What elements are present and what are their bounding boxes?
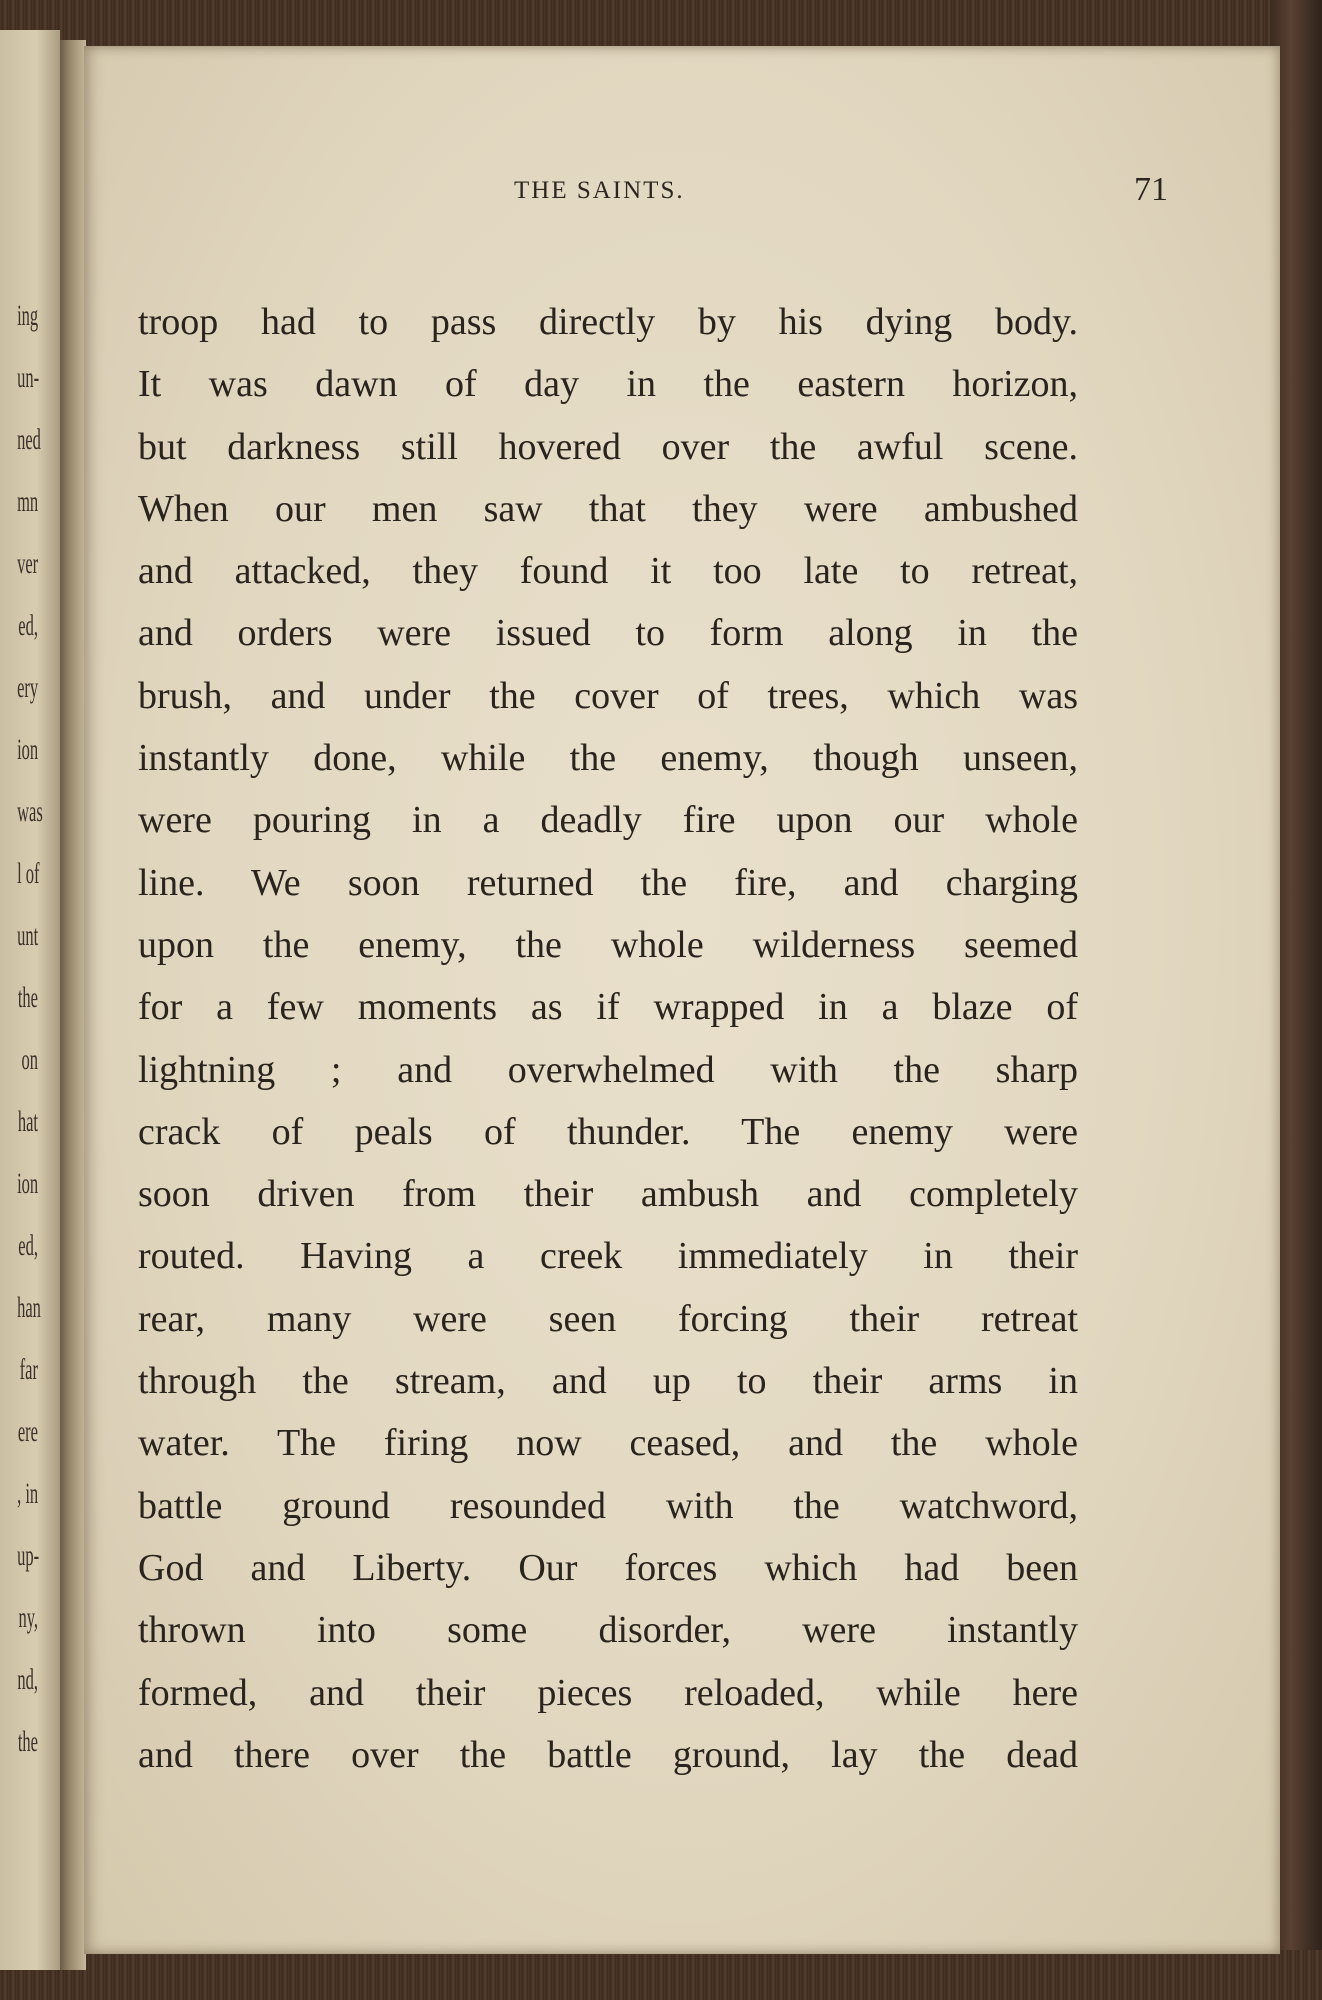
fragment-line: ny, (18, 1601, 38, 1634)
fragment-line: far (19, 1353, 38, 1386)
fragment-line: hat (17, 1105, 38, 1138)
fragment-line: was (17, 795, 43, 828)
text-line: line. We soon returned the fire, and charging (138, 861, 1078, 904)
text-line: battle ground resounded with the watchword, (138, 1484, 1078, 1527)
text-line: rear, many were seen forcing their retreat (138, 1297, 1078, 1340)
fragment-line: un- (17, 361, 40, 394)
fragment-line: , in (17, 1477, 39, 1510)
page-gutter (60, 40, 86, 1970)
fragment-line: on (21, 1043, 38, 1076)
text-line: It was dawn of day in the eastern horizon, (138, 363, 1078, 406)
text-line: thrown into some disorder, were instantly (138, 1609, 1078, 1652)
fragment-line: ver (17, 547, 39, 580)
text-line: and orders were issued to form along in the (138, 612, 1078, 655)
text-line: and there over the battle ground, lay the dead (138, 1733, 1078, 1776)
text-line: routed. Having a creek immediately in their (138, 1235, 1078, 1278)
fragment-line: mn (17, 485, 39, 518)
text-line: through the stream, and up to their arms in (138, 1360, 1078, 1403)
fragment-line: ned (17, 423, 41, 456)
fragment-line: ion (17, 1167, 39, 1200)
fragment-line: ed, (18, 1229, 38, 1262)
text-line: upon the enemy, the whole wilderness seemed (138, 923, 1078, 966)
text-line: water. The firing now ceased, and the whole (138, 1422, 1078, 1465)
fragment-line: the (17, 981, 38, 1014)
fragment-line: han (17, 1291, 41, 1324)
text-line: soon driven from their ambush and completely (138, 1173, 1078, 1216)
text-line: brush, and under the cover of trees, which was (138, 674, 1078, 717)
text-line: crack of peals of thunder. The enemy were (138, 1110, 1078, 1153)
text-line: formed, and their pieces reloaded, while here (138, 1671, 1078, 1714)
text-line: for a few moments as if wrapped in a blaze of (138, 986, 1078, 1029)
fragment-line: l of (17, 857, 40, 890)
binding-top-edge (0, 0, 1322, 50)
fragment-line: the (17, 1725, 38, 1758)
binding-bottom-edge (0, 1950, 1322, 2000)
fragment-line: up- (17, 1539, 40, 1572)
text-line: troop had to pass directly by his dying body. (138, 301, 1078, 343)
text-line: God and Liberty. Our forces which had been (138, 1546, 1078, 1589)
facing-page-edge (0, 30, 60, 1970)
text-line: but darkness still hovered over the awful scene. (138, 425, 1078, 468)
body-text (138, 291, 1078, 1786)
text-line: were pouring in a deadly fire upon our whole (138, 799, 1078, 842)
fragment-line: ed, (18, 609, 38, 642)
text-line: and attacked, they found it too late to retreat, (138, 550, 1078, 593)
book-page (84, 46, 1280, 1954)
fragment-line: ing (17, 299, 39, 332)
fragment-line: unt (17, 919, 39, 952)
running-title: THE SAINTS. (514, 177, 685, 204)
text-line: lightning ; and overwhelmed with the sharp (138, 1048, 1078, 1091)
fragment-line: ere (17, 1415, 38, 1448)
facing-page-text-fragments (0, 285, 43, 1773)
fragment-line: ery (17, 671, 39, 704)
text-line: When our men saw that they were ambushed (138, 487, 1078, 530)
page-number: 71 (1134, 171, 1168, 208)
fragment-line: nd, (17, 1663, 38, 1696)
text-line: instantly done, while the enemy, though unseen, (138, 737, 1078, 780)
running-head (84, 171, 1280, 211)
fragment-line: ion (17, 733, 39, 766)
